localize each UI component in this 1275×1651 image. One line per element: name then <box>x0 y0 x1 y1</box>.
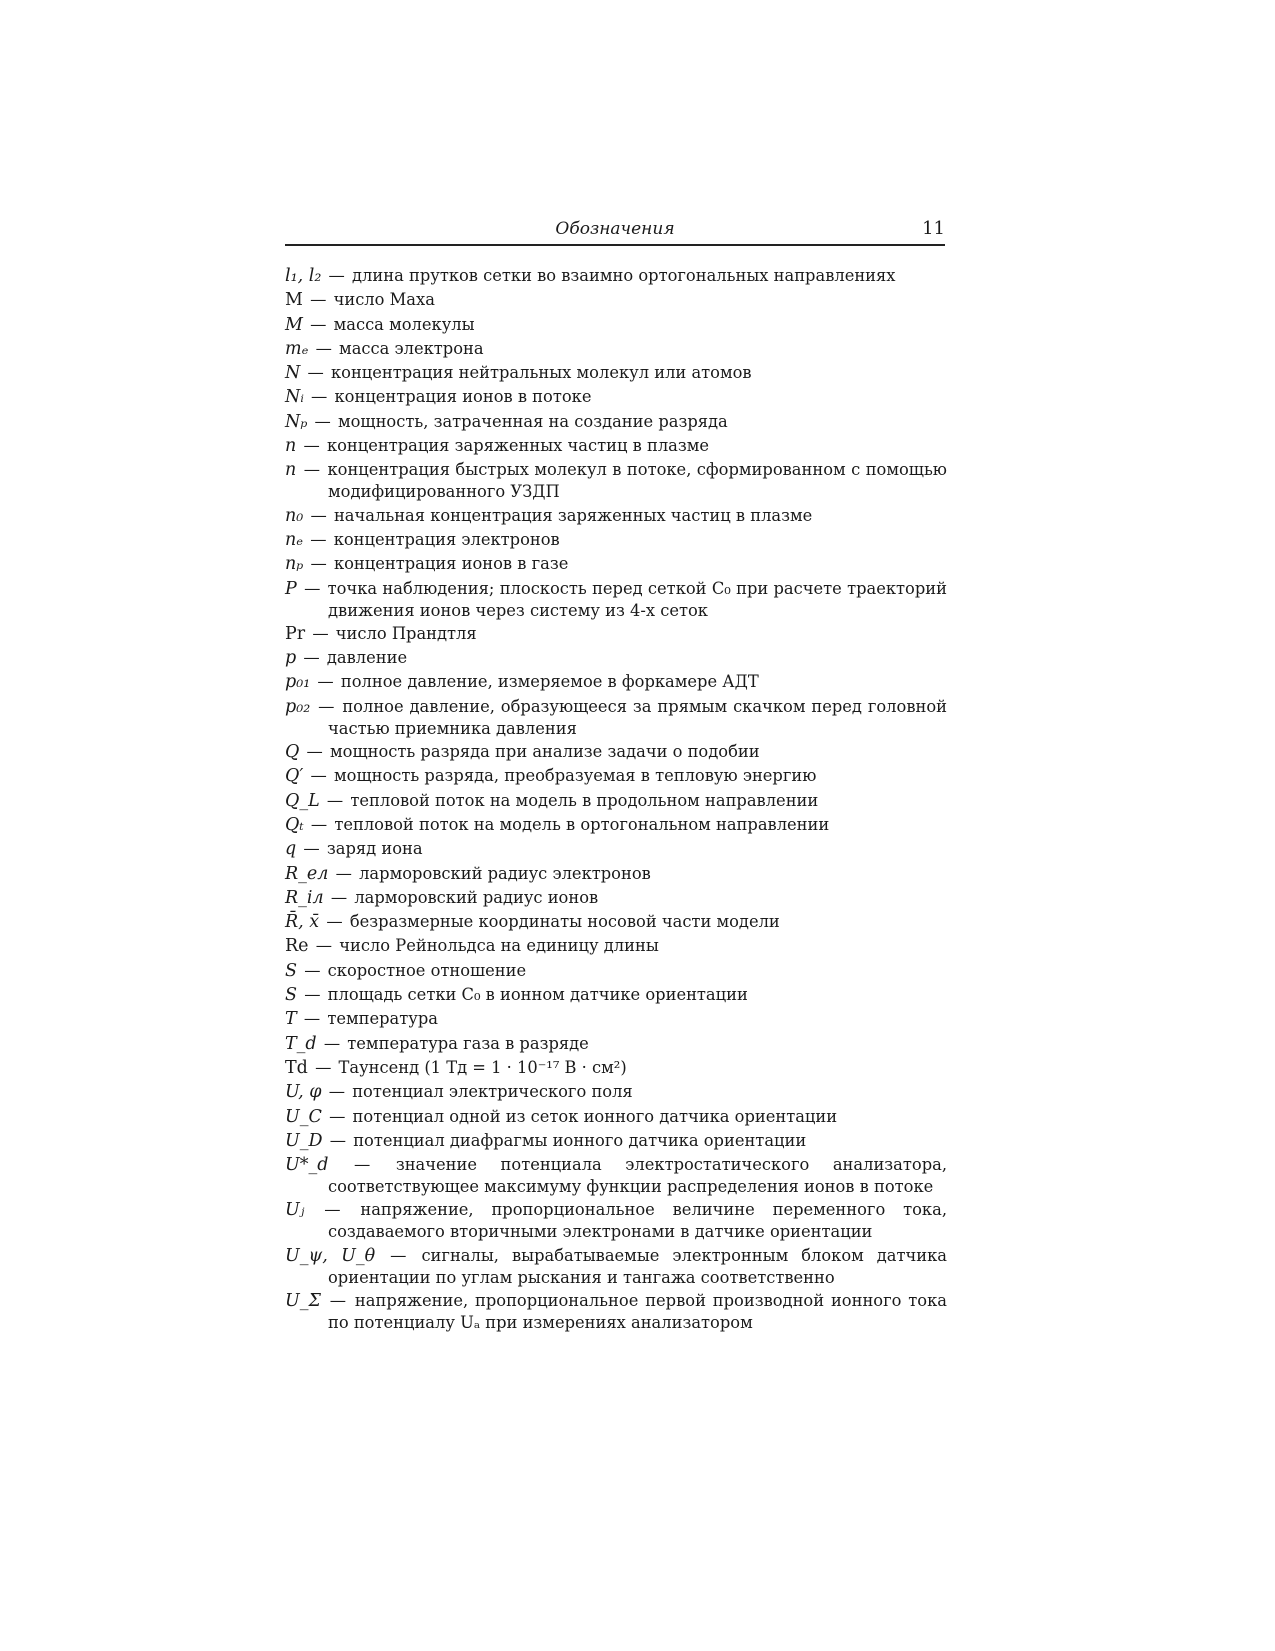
notation-symbol: T_d <box>285 1033 317 1054</box>
notation-dash: — <box>310 554 327 574</box>
notation-dash: — <box>306 742 323 762</box>
notation-description: концентрация быстрых молекул в потоке, сформированном с помощью модифицированного УЗДП <box>327 460 947 502</box>
notation-description: безразмерные координаты носовой части модели <box>349 912 780 932</box>
notation-entry <box>285 411 947 433</box>
notation-dash: — <box>310 505 327 525</box>
notation-symbol: M <box>285 314 303 335</box>
notation-description: мощность разряда, преобразуемая в тепловую энергию <box>333 766 817 786</box>
notation-dash: — <box>314 411 331 431</box>
notation-entry <box>285 362 947 384</box>
notation-entry <box>285 984 947 1006</box>
notation-entry <box>285 696 947 739</box>
notation-symbol: T <box>285 1009 297 1030</box>
notation-symbol: Q <box>285 742 300 763</box>
notation-symbol: Qₜ <box>285 814 304 835</box>
notation-description: начальная концентрация заряженных частиц в плазме <box>333 505 813 525</box>
notation-entry <box>285 1033 947 1055</box>
notation-list <box>285 265 947 1335</box>
notation-description: ларморовский радиус ионов <box>354 887 599 907</box>
notation-symbol: N <box>285 363 301 384</box>
notation-description: потенциал диафрагмы ионного датчика ориентации <box>353 1130 807 1150</box>
notation-symbol: mₑ <box>285 338 309 359</box>
running-header <box>285 218 945 246</box>
notation-symbol: Nᵢ <box>285 387 304 408</box>
notation-entry <box>285 1290 947 1333</box>
notation-description: площадь сетки C₀ в ионном датчике ориентации <box>327 985 748 1005</box>
notation-symbol: l₁, l₂ <box>285 266 322 286</box>
notation-symbol: P <box>285 578 297 599</box>
notation-entry <box>285 265 947 287</box>
notation-symbol: S <box>285 985 297 1006</box>
notation-entry <box>285 623 947 645</box>
notation-entry <box>285 553 947 575</box>
notation-entry <box>285 911 947 933</box>
notation-description: напряжение, пропорциональное первой производной ионного тока по потенциалу Uₐ при измерениях анализатором <box>328 1290 947 1332</box>
notation-dash: — <box>326 790 344 810</box>
notation-entry <box>285 1130 947 1152</box>
notation-dash: — <box>329 1106 346 1126</box>
notation-symbol: U_Σ <box>285 1290 321 1311</box>
notation-description: точка наблюдения; плоскость перед сеткой C₀ при расчете траекторий движения ионов через систему из 4-х сеток <box>327 578 947 620</box>
notation-entry <box>285 338 947 360</box>
notation-description: число Прандтля <box>335 623 477 643</box>
notation-description: потенциал электрического поля <box>352 1082 633 1102</box>
notation-description: тепловой поток на модель в ортогональном направлении <box>334 814 830 834</box>
notation-description: полное давление, измеряемое в форкамере АДТ <box>340 672 759 692</box>
notation-entry <box>285 1057 947 1079</box>
notation-symbol: Q_L <box>285 790 320 811</box>
notation-symbol: Pr <box>285 623 306 644</box>
notation-dash: — <box>390 1245 407 1265</box>
notation-dash: — <box>335 863 352 883</box>
notation-description: число Маха <box>333 290 435 310</box>
notation-entry <box>285 960 947 982</box>
notation-dash: — <box>303 839 320 859</box>
notation-symbol: U_ψ, U_θ <box>285 1245 376 1266</box>
notation-entry <box>285 1199 947 1242</box>
notation-dash: — <box>328 266 345 285</box>
notation-dash: — <box>303 436 320 456</box>
notation-dash: — <box>324 1200 341 1220</box>
notation-dash: — <box>315 1057 332 1077</box>
notation-dash: — <box>303 1009 321 1029</box>
notation-symbol: R_iл <box>285 887 324 908</box>
notation-entry <box>285 386 947 408</box>
notation-symbol: q <box>285 839 297 860</box>
notation-description: температура <box>327 1009 438 1029</box>
notation-entry <box>285 314 947 336</box>
notation-dash: — <box>354 1155 371 1175</box>
notation-symbol: M <box>285 290 303 311</box>
notation-entry <box>285 578 947 621</box>
notation-symbol: nₚ <box>285 554 304 575</box>
notation-entry <box>285 1106 947 1128</box>
notation-symbol: R_eл <box>285 863 329 884</box>
notation-symbol: Q′ <box>285 766 304 787</box>
notation-entry <box>285 935 947 957</box>
notation-dash: — <box>315 936 333 956</box>
notation-symbol: Td <box>285 1057 308 1078</box>
notation-entry <box>285 838 947 860</box>
notation-symbol: n <box>285 460 297 481</box>
notation-description: длина прутков сетки во взаимно ортогональных направлениях <box>352 266 896 285</box>
notation-description: концентрация заряженных частиц в плазме <box>326 436 710 456</box>
notation-dash: — <box>304 578 321 598</box>
notation-entry <box>285 887 947 909</box>
running-title: Обозначения <box>555 219 675 239</box>
notation-entry <box>285 435 947 457</box>
notation-symbol: p₀₁ <box>285 672 311 693</box>
notation-entry <box>285 459 947 502</box>
notation-dash: — <box>317 672 334 692</box>
notation-description: температура газа в разряде <box>347 1033 589 1053</box>
notation-dash: — <box>318 696 335 716</box>
notation-entry <box>285 863 947 885</box>
notation-entry <box>285 289 947 311</box>
notation-dash: — <box>307 363 324 383</box>
notation-dash: — <box>329 1130 346 1150</box>
notation-symbol: Re <box>285 936 309 957</box>
notation-symbol: Uⱼ <box>285 1200 305 1221</box>
notation-description: полное давление, образующееся за прямым скачком перед головной частью приемника давления <box>328 696 947 738</box>
notation-dash: — <box>303 460 321 480</box>
notation-dash: — <box>304 960 321 980</box>
notation-symbol: U_D <box>285 1130 323 1151</box>
notation-description: потенциал одной из сеток ионного датчика ориентации <box>352 1106 838 1126</box>
notation-dash: — <box>330 887 348 907</box>
notation-symbol: p₀₂ <box>285 696 311 717</box>
notation-description: масса электрона <box>339 338 484 358</box>
notation-description: заряд иона <box>326 839 423 859</box>
notation-dash: — <box>323 1033 341 1053</box>
notation-symbol: U, φ <box>285 1082 322 1103</box>
notation-entry <box>285 647 947 669</box>
notation-dash: — <box>303 648 320 668</box>
notation-symbol: R̄, x̄ <box>285 912 320 933</box>
notation-description: мощность разряда при анализе задачи о подобии <box>330 742 760 762</box>
notation-description: давление <box>326 648 408 668</box>
notation-description: напряжение, пропорциональное величине переменного тока, создаваемого вторичными электронами в датчике ориентации <box>328 1200 947 1242</box>
notation-dash: — <box>315 338 332 358</box>
notation-dash: — <box>311 387 328 407</box>
notation-description: сигналы, вырабатываемые электронным блоком датчика ориентации по углам рыскания и тангажа соответственно <box>328 1245 948 1287</box>
page-number: 11 <box>922 218 945 239</box>
notation-entry <box>285 790 947 812</box>
notation-entry <box>285 1245 947 1288</box>
notation-entry <box>285 671 947 693</box>
notation-dash: — <box>328 1082 345 1102</box>
notation-dash: — <box>329 1290 347 1310</box>
notation-entry <box>285 765 947 787</box>
notation-symbol: nₑ <box>285 529 304 550</box>
notation-dash: — <box>326 912 343 932</box>
notation-entry <box>285 814 947 836</box>
notation-description: число Рейнольдса на единицу длины <box>339 936 659 956</box>
notation-description: ларморовский радиус электронов <box>359 863 651 883</box>
notation-entry <box>285 1081 947 1103</box>
notation-dash: — <box>310 766 327 786</box>
notation-description: масса молекулы <box>333 314 475 334</box>
notation-dash: — <box>310 814 328 834</box>
notation-description: значение потенциала электростатического анализатора, соответствующее максимуму функции распределения ионов в потоке <box>328 1155 948 1197</box>
notation-description: концентрация электронов <box>333 529 560 549</box>
notation-dash: — <box>310 314 327 334</box>
notation-dash: — <box>304 985 321 1005</box>
notation-entry <box>285 529 947 551</box>
notation-description: скоростное отношение <box>327 960 527 980</box>
notation-entry <box>285 505 947 527</box>
notation-symbol: Nₚ <box>285 411 308 432</box>
notation-entry <box>285 1008 947 1030</box>
notation-symbol: U*_d <box>285 1155 329 1176</box>
notation-symbol: n <box>285 436 297 457</box>
notation-symbol: U_C <box>285 1106 322 1127</box>
notation-symbol: n₀ <box>285 505 304 526</box>
notation-description: концентрация ионов в потоке <box>334 387 592 407</box>
notation-description: Таунсенд (1 Тд = 1 · 10⁻¹⁷ В · см²) <box>338 1057 627 1077</box>
notation-description: концентрация нейтральных молекул или атомов <box>330 363 752 383</box>
notation-entry <box>285 1154 947 1197</box>
notation-description: тепловой поток на модель в продольном направлении <box>350 790 819 810</box>
notation-dash: — <box>310 290 327 310</box>
notation-dash: — <box>310 529 327 549</box>
notation-description: мощность, затраченная на создание разряда <box>337 411 728 431</box>
notation-dash: — <box>312 623 329 643</box>
notation-symbol: S <box>285 960 297 981</box>
notation-description: концентрация ионов в газе <box>333 554 569 574</box>
notation-symbol: p <box>285 648 297 669</box>
notation-entry <box>285 741 947 763</box>
